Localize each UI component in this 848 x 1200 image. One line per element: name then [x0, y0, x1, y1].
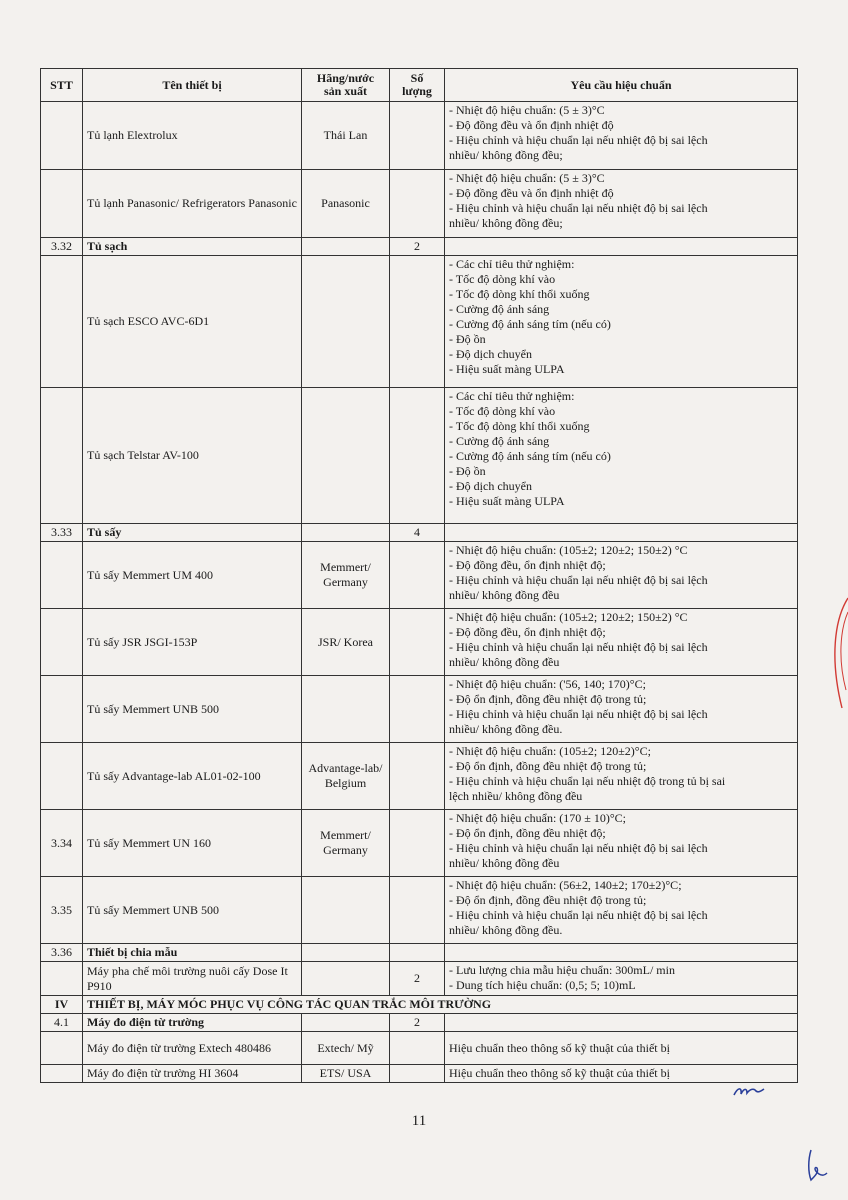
table-row — [41, 1065, 798, 1083]
cell-manufacturer — [302, 676, 390, 743]
cell-stt — [41, 1065, 83, 1083]
req-line: nhiều/ không đồng đều. — [449, 923, 563, 937]
cell-manufacturer: Thái Lan — [302, 102, 390, 170]
signature-initials-icon — [732, 1083, 766, 1104]
cell-quantity — [390, 877, 445, 944]
cell-quantity — [390, 170, 445, 238]
cell-name: Máy pha chế môi trường nuôi cấy Dose It P910 — [83, 962, 302, 996]
cell-requirements — [445, 962, 798, 996]
stamp-arc-icon — [828, 590, 848, 720]
cell-manufacturer — [302, 524, 390, 542]
req-line: - Hiệu chỉnh và hiệu chuẩn lại nếu nhiệt độ bị sai lệch — [449, 908, 708, 922]
req-line: - Nhiệt độ hiệu chuẩn: (105±2; 120±2; 150±2) °C — [449, 543, 688, 557]
table-row — [41, 676, 798, 743]
table-row — [41, 170, 798, 238]
cell-requirements — [445, 102, 798, 170]
red-stamp-edge — [828, 590, 848, 720]
cell-manufacturer: Panasonic — [302, 170, 390, 238]
cell-quantity: 2 — [390, 1014, 445, 1032]
cell-requirements — [445, 944, 798, 962]
cell-manufacturer — [302, 256, 390, 388]
req-line: nhiều/ không đồng đều — [449, 655, 560, 669]
req-line: - Các chỉ tiêu thử nghiệm: — [449, 257, 575, 271]
req-line: nhiều/ không đồng đều — [449, 588, 560, 602]
cell-requirements — [445, 810, 798, 877]
cell-requirements: Hiệu chuẩn theo thông số kỹ thuật của thiết bị — [445, 1032, 798, 1065]
cell-stt — [41, 743, 83, 810]
cell-stt — [41, 256, 83, 388]
table-row — [41, 524, 798, 542]
req-line: nhiều/ không đồng đều; — [449, 148, 563, 162]
cell-stt — [41, 962, 83, 996]
table-row — [41, 238, 798, 256]
cell-manufacturer: JSR/ Korea — [302, 609, 390, 676]
req-line: - Hiệu chỉnh và hiệu chuẩn lại nếu nhiệt độ bị sai lệch — [449, 640, 708, 654]
table-row — [41, 1032, 798, 1065]
req-line: - Độ đồng đều và ổn định nhiệt độ — [449, 118, 614, 132]
cell-manufacturer — [302, 877, 390, 944]
cell-name: Máy đo điện từ trường Extech 480486 — [83, 1032, 302, 1065]
table-row — [41, 1014, 798, 1032]
cell-stt: 3.35 — [41, 877, 83, 944]
req-line: nhiều/ không đồng đều; — [449, 216, 563, 230]
cell-name: Tủ sấy Advantage-lab AL01-02-100 — [83, 743, 302, 810]
cell-manufacturer: Extech/ Mỹ — [302, 1032, 390, 1065]
table-row — [41, 810, 798, 877]
cell-name: Thiết bị chia mẫu — [83, 944, 302, 962]
req-line: - Nhiệt độ hiệu chuẩn: (56±2, 140±2; 170±2)°C; — [449, 878, 682, 892]
cell-requirements — [445, 676, 798, 743]
header-stt: STT — [41, 69, 83, 102]
corner-mark-icon — [805, 1148, 829, 1187]
header-requirements: Yêu cầu hiệu chuẩn — [445, 69, 798, 102]
table-row — [41, 962, 798, 996]
table-row — [41, 256, 798, 388]
cell-requirements — [445, 877, 798, 944]
cell-requirements — [445, 524, 798, 542]
req-line: - Dung tích hiệu chuẩn: (0,5; 5; 10)mL — [449, 978, 636, 992]
cell-stt — [41, 542, 83, 609]
req-line: - Độ đồng đều và ổn định nhiệt độ — [449, 186, 614, 200]
calibration-table — [40, 68, 798, 1083]
req-line: - Độ dịch chuyển — [449, 347, 532, 361]
cell-requirements — [445, 388, 798, 524]
table-header-row — [41, 69, 798, 102]
req-line: - Độ ổn định, đồng đều nhiệt độ; — [449, 826, 606, 840]
req-line: - Hiệu chỉnh và hiệu chuẩn lại nếu nhiệt độ bị sai lệch — [449, 133, 708, 147]
cell-quantity — [390, 676, 445, 743]
cell-quantity — [390, 388, 445, 524]
cell-stt — [41, 102, 83, 170]
cell-quantity: 2 — [390, 962, 445, 996]
cell-name: Tủ sấy Memmert UM 400 — [83, 542, 302, 609]
cell-name: Tủ lạnh Elextrolux — [83, 102, 302, 170]
req-line: - Cường độ ánh sáng — [449, 434, 550, 448]
cell-stt — [41, 170, 83, 238]
cell-manufacturer: ETS/ USA — [302, 1065, 390, 1083]
cell-stt: 3.36 — [41, 944, 83, 962]
header-name: Tên thiết bị — [83, 69, 302, 102]
req-line: - Nhiệt độ hiệu chuẩn: (5 ± 3)°C — [449, 171, 605, 185]
cell-stt — [41, 388, 83, 524]
header-manufacturer — [302, 69, 390, 102]
table-row — [41, 102, 798, 170]
req-line: lệch nhiều/ không đồng đều — [449, 789, 583, 803]
cell-name: Tủ lạnh Panasonic/ Refrigerators Panasonic — [83, 170, 302, 238]
cell-quantity: 4 — [390, 524, 445, 542]
req-line: nhiều/ không đồng đều — [449, 856, 560, 870]
header-quantity-line2: lượng — [402, 84, 432, 98]
req-line: - Lưu lượng chia mẫu hiệu chuẩn: 300mL/ min — [449, 963, 675, 977]
req-line: - Nhiệt độ hiệu chuẩn: (105±2; 120±2)°C; — [449, 744, 651, 758]
req-line: - Hiệu chỉnh và hiệu chuẩn lại nếu nhiệt độ bị sai lệch — [449, 573, 708, 587]
cell-manufacturer — [302, 388, 390, 524]
req-line: - Tốc độ dòng khí thổi xuống — [449, 287, 590, 301]
cell-stt: 3.34 — [41, 810, 83, 877]
cell-stt: IV — [41, 996, 83, 1014]
cell-quantity — [390, 256, 445, 388]
cell-stt: 3.33 — [41, 524, 83, 542]
cell-quantity — [390, 1032, 445, 1065]
header-quantity-line1: Số — [410, 71, 424, 85]
req-line: - Hiệu chỉnh và hiệu chuẩn lại nếu nhiệt độ bị sai lệch — [449, 201, 708, 215]
req-line: - Hiệu chỉnh và hiệu chuẩn lại nếu nhiệt độ bị sai lệch — [449, 707, 708, 721]
req-line: - Cường độ ánh sáng — [449, 302, 550, 316]
cell-stt: 4.1 — [41, 1014, 83, 1032]
req-line: - Nhiệt độ hiệu chuẩn: (105±2; 120±2; 150±2) °C — [449, 610, 688, 624]
header-manufacturer-line1: Hãng/nước — [316, 71, 375, 85]
req-line: nhiều/ không đồng đều. — [449, 722, 563, 736]
cell-name: Tủ sấy Memmert UNB 500 — [83, 877, 302, 944]
cell-quantity — [390, 102, 445, 170]
cell-name: Máy đo điện từ trường HI 3604 — [83, 1065, 302, 1083]
cell-requirements — [445, 542, 798, 609]
cell-requirements — [445, 1014, 798, 1032]
cell-requirements — [445, 256, 798, 388]
cell-name: Máy đo điện từ trường — [83, 1014, 302, 1032]
req-line: - Hiệu suất màng ULPA — [449, 362, 565, 376]
cell-requirements — [445, 743, 798, 810]
table-row — [41, 944, 798, 962]
cell-stt — [41, 1032, 83, 1065]
table-body — [41, 102, 798, 1083]
cell-name: Tủ sấy JSR JSGI-153P — [83, 609, 302, 676]
cell-manufacturer — [302, 962, 390, 996]
cell-manufacturer: Memmert/ Germany — [302, 810, 390, 877]
cell-manufacturer — [302, 944, 390, 962]
req-line: - Độ ổn định, đồng đều nhiệt độ trong tủ; — [449, 759, 647, 773]
req-line: - Tốc độ dòng khí thổi xuống — [449, 419, 590, 433]
cell-manufacturer: Memmert/ Germany — [302, 542, 390, 609]
cell-quantity — [390, 944, 445, 962]
req-line: - Hiệu chỉnh và hiệu chuẩn lại nếu nhiệt độ trong tủ bị sai — [449, 774, 726, 788]
req-line: - Độ đồng đều, ổn định nhiệt độ; — [449, 558, 606, 572]
section-row — [41, 996, 798, 1014]
req-line: - Nhiệt độ hiệu chuẩn: ('56, 140; 170)°C; — [449, 677, 646, 691]
req-line: - Độ ồn — [449, 464, 486, 478]
table-row — [41, 542, 798, 609]
cell-stt: 3.32 — [41, 238, 83, 256]
cell-name: Tủ sạch Telstar AV-100 — [83, 388, 302, 524]
table-row — [41, 609, 798, 676]
cell-quantity — [390, 810, 445, 877]
cell-requirements — [445, 170, 798, 238]
page-number: 11 — [411, 1113, 427, 1129]
table-row — [41, 743, 798, 810]
cell-quantity: 2 — [390, 238, 445, 256]
cell-manufacturer — [302, 1014, 390, 1032]
req-line: - Tốc độ dòng khí vào — [449, 272, 556, 286]
req-line: - Độ dịch chuyển — [449, 479, 532, 493]
cell-manufacturer — [302, 238, 390, 256]
header-quantity — [390, 69, 445, 102]
req-line: - Hiệu chỉnh và hiệu chuẩn lại nếu nhiệt độ bị sai lệch — [449, 841, 708, 855]
header-manufacturer-line2: sản xuất — [323, 84, 367, 98]
req-line: - Độ ổn định, đồng đều nhiệt độ trong tủ; — [449, 893, 647, 907]
cell-name: Tủ sạch ESCO AVC-6D1 — [83, 256, 302, 388]
cell-quantity — [390, 609, 445, 676]
cell-quantity — [390, 743, 445, 810]
section-title: THIẾT BỊ, MÁY MÓC PHỤC VỤ CÔNG TÁC QUAN TRẮC MÔI TRƯỜNG — [83, 996, 798, 1014]
req-line: - Tốc độ dòng khí vào — [449, 404, 556, 418]
req-line: - Độ ồn — [449, 332, 486, 346]
cell-name: Tủ sấy Memmert UNB 500 — [83, 676, 302, 743]
req-line: - Độ ổn định, đồng đều nhiệt độ trong tủ; — [449, 692, 647, 706]
cell-requirements — [445, 238, 798, 256]
req-line: - Hiệu suất màng ULPA — [449, 494, 565, 508]
req-line: - Cường độ ánh sáng tím (nếu có) — [449, 317, 611, 331]
cell-manufacturer: Advantage-lab/ Belgium — [302, 743, 390, 810]
table-row — [41, 388, 798, 524]
cell-name: Tủ sấy — [83, 524, 302, 542]
req-line: - Các chỉ tiêu thử nghiệm: — [449, 389, 575, 403]
cell-quantity — [390, 542, 445, 609]
cell-name: Tủ sấy Memmert UN 160 — [83, 810, 302, 877]
cell-quantity — [390, 1065, 445, 1083]
cell-stt — [41, 676, 83, 743]
cell-stt — [41, 609, 83, 676]
cell-requirements: Hiệu chuẩn theo thông số kỹ thuật của thiết bị — [445, 1065, 798, 1083]
table-row — [41, 877, 798, 944]
cell-requirements — [445, 609, 798, 676]
req-line: - Nhiệt độ hiệu chuẩn: (5 ± 3)°C — [449, 103, 605, 117]
req-line: - Nhiệt độ hiệu chuẩn: (170 ± 10)°C; — [449, 811, 627, 825]
req-line: - Cường độ ánh sáng tím (nếu có) — [449, 449, 611, 463]
cell-name: Tủ sạch — [83, 238, 302, 256]
req-line: - Độ đồng đều, ổn định nhiệt độ; — [449, 625, 606, 639]
